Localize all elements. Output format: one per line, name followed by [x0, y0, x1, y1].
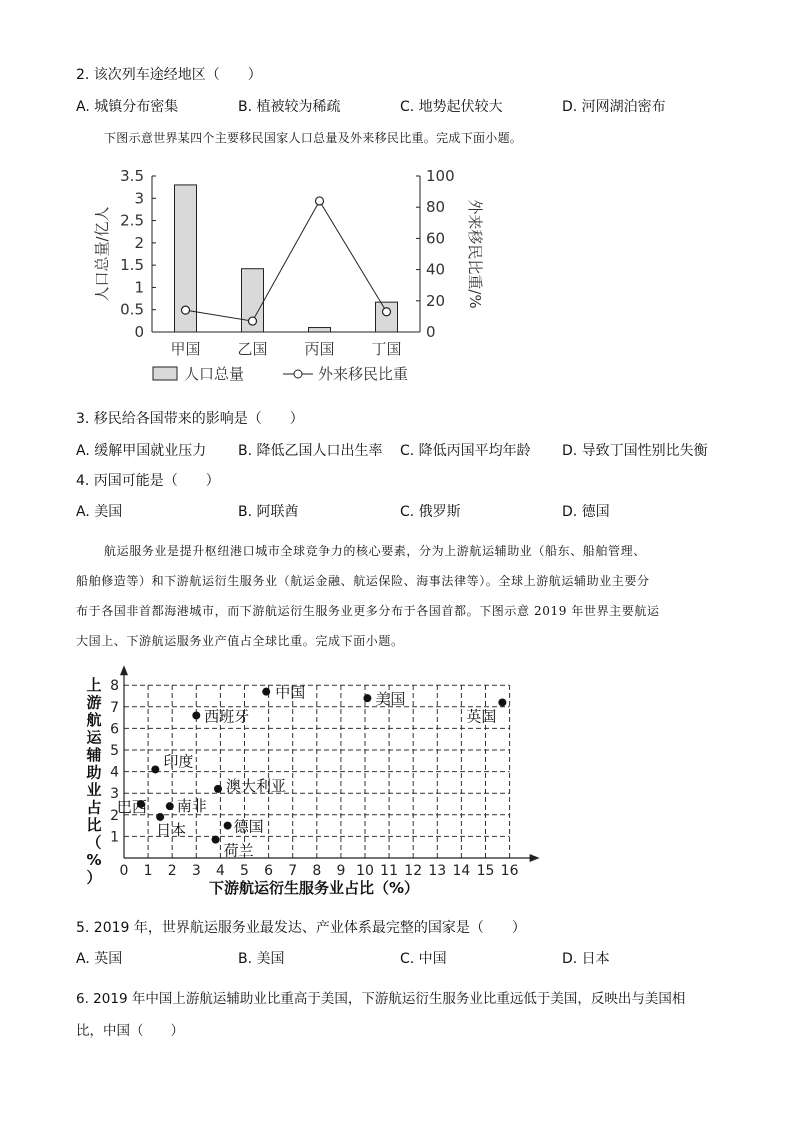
- left-tick-label: 1: [134, 278, 144, 297]
- legend-bar-swatch: [153, 367, 177, 380]
- point-label: 巴西: [116, 798, 147, 816]
- q3-option-d[interactable]: D. 导致丁国性别比失衡: [562, 443, 708, 459]
- x-tick-label: 13: [428, 863, 447, 879]
- data-point: [166, 802, 174, 810]
- data-point: [262, 688, 270, 696]
- legend-bar-label: 人口总量: [184, 365, 245, 383]
- q4-option-c[interactable]: C. 俄罗斯: [400, 504, 461, 520]
- data-point: [214, 785, 222, 793]
- q6-stem-line-1: 6. 2019 年中国上游航运辅助业比重高于美国，下游航运衍生服务业比重远低于美国，反映出与美国相: [76, 991, 686, 1007]
- category-label: 丁国: [371, 340, 402, 358]
- x-tick-label: 7: [288, 863, 298, 879]
- passage-line-3: 布于各国非首都海港城市，而下游航运衍生服务业更多分布于各国首都。下图示意 2019 年世界主要航运: [76, 604, 660, 618]
- right-tick-label: 60: [426, 229, 446, 248]
- q3-option-c[interactable]: C. 降低丙国平均年龄: [400, 443, 531, 459]
- point-label: 美国: [375, 690, 406, 709]
- point-label: 南非: [176, 797, 207, 816]
- right-tick-label: 80: [426, 198, 446, 217]
- left-tick-label: 1.5: [120, 256, 144, 275]
- x-axis-arrow: [530, 854, 540, 862]
- left-tick-label: 2: [134, 233, 144, 252]
- x-tick-label: 9: [336, 863, 346, 879]
- point-label: 德国: [233, 817, 264, 836]
- q4-option-a[interactable]: A. 美国: [76, 504, 123, 520]
- passage-line-2: 船舶修造等）和下游航运衍生服务业（航运金融、航运保险、海事法律等）。全球上游航运辅助业主要分: [76, 574, 650, 588]
- q2-option-b[interactable]: B. 植被较为稀疏: [238, 99, 341, 115]
- point-label: 英国: [466, 707, 497, 726]
- migration-line: [186, 201, 387, 321]
- y-tick-label: 1: [110, 829, 119, 846]
- x-tick-label: 16: [500, 863, 519, 879]
- category-label: 丙国: [304, 340, 335, 358]
- x-tick-label: 10: [356, 863, 374, 879]
- left-tick-label: 2.5: [120, 211, 144, 230]
- migration-point: [249, 317, 257, 325]
- intro-chart1: 下图示意世界某四个主要移民国家人口总量及外来移民比重。完成下面小题。: [104, 131, 523, 145]
- category-label: 甲国: [170, 340, 201, 358]
- right-tick-label: 20: [426, 291, 446, 310]
- point-label: 荷兰: [223, 841, 254, 860]
- right-tick-label: 100: [426, 167, 455, 185]
- x-tick-label: 4: [215, 863, 225, 879]
- migration-point: [316, 197, 324, 205]
- q2-option-d[interactable]: D. 河网湖泊密布: [562, 99, 666, 115]
- x-tick-label: 2: [167, 863, 177, 879]
- y-tick-label: 2: [110, 807, 119, 824]
- passage-line-4: 大国上、下游航运服务业产值占全球比重。完成下面小题。: [76, 634, 404, 648]
- category-label: 乙国: [237, 340, 268, 358]
- q3-option-b[interactable]: B. 降低乙国人口出生率: [238, 443, 383, 459]
- x-tick-label: 8: [312, 863, 322, 879]
- q4-option-b[interactable]: B. 阿联酋: [238, 504, 299, 520]
- legend-line-marker: [294, 370, 302, 378]
- right-axis-title: 外来移民比重/%: [466, 199, 484, 309]
- population-bar: [309, 328, 331, 332]
- x-tick-label: 0: [119, 863, 129, 879]
- population-bar: [376, 302, 398, 332]
- point-label: 日本: [156, 820, 187, 839]
- data-point: [224, 822, 232, 830]
- legend-line-label: 外来移民比重: [318, 365, 409, 383]
- q5-option-a[interactable]: A. 英国: [76, 951, 123, 967]
- q2-option-a[interactable]: A. 城镇分布密集: [76, 99, 179, 115]
- y-axis-title: 上游航运辅助业占比（%）: [86, 676, 102, 887]
- y-tick-label: 7: [110, 699, 119, 716]
- q5-option-c[interactable]: C. 中国: [400, 951, 447, 967]
- q6-stem-line-2: 比，中国（ ）: [76, 1023, 184, 1039]
- population-migration-chart: [0, 160, 794, 395]
- x-tick-label: 3: [191, 863, 201, 879]
- x-axis-title: 下游航运衍生服务业占比（%）: [208, 879, 420, 897]
- left-tick-label: 3.5: [120, 167, 144, 185]
- point-label: 中国: [275, 683, 306, 702]
- left-tick-label: 3: [134, 189, 144, 208]
- x-tick-label: 15: [476, 863, 495, 879]
- q2-stem: 2. 该次列车途经地区（ ）: [76, 67, 262, 83]
- data-point: [151, 765, 159, 773]
- passage-line-1: 航运服务业是提升枢纽港口城市全球竞争力的核心要素，分为上游航运辅助业（船东、船舶管理、: [104, 544, 646, 558]
- point-label: 西班牙: [204, 707, 250, 726]
- x-tick-label: 12: [404, 863, 423, 879]
- point-label: 澳大利亚: [225, 776, 287, 795]
- right-tick-label: 0: [426, 323, 436, 341]
- x-tick-label: 6: [264, 863, 274, 879]
- y-tick-label: 6: [110, 721, 119, 738]
- x-tick-label: 1: [143, 863, 153, 879]
- y-axis-arrow: [120, 665, 128, 675]
- x-tick-label: 5: [240, 863, 249, 879]
- y-tick-label: 5: [110, 743, 119, 759]
- x-tick-label: 14: [452, 863, 471, 879]
- left-tick-label: 0: [134, 323, 144, 341]
- q3-option-a[interactable]: A. 缓解甲国就业压力: [76, 443, 207, 459]
- data-point: [192, 711, 200, 719]
- migration-point: [182, 306, 190, 314]
- data-point: [363, 694, 371, 702]
- y-tick-label: 3: [110, 786, 119, 803]
- q3-stem: 3. 移民给各国带来的影响是（ ）: [76, 411, 304, 427]
- x-tick-label: 11: [380, 863, 399, 879]
- right-tick-label: 40: [426, 260, 446, 279]
- data-point: [498, 698, 506, 706]
- q4-option-d[interactable]: D. 德国: [562, 504, 610, 520]
- q4-stem: 4. 丙国可能是（ ）: [76, 473, 220, 489]
- q5-stem: 5. 2019 年，世界航运服务业最发达、产业体系最完整的国家是（ ）: [76, 920, 526, 936]
- point-label: 印度: [163, 752, 194, 771]
- q2-option-c[interactable]: C. 地势起伏较大: [400, 99, 503, 115]
- y-tick-label: 4: [110, 764, 119, 781]
- migration-point: [383, 308, 391, 316]
- q5-option-b[interactable]: B. 美国: [238, 951, 285, 967]
- data-point: [156, 813, 164, 821]
- left-tick-label: 0.5: [120, 300, 144, 319]
- data-point: [212, 836, 220, 844]
- shipping-services-scatter: [0, 665, 794, 905]
- q5-option-d[interactable]: D. 日本: [562, 951, 610, 967]
- left-axis-title: 人口总量/亿人: [93, 206, 111, 302]
- y-tick-label: 8: [110, 678, 119, 695]
